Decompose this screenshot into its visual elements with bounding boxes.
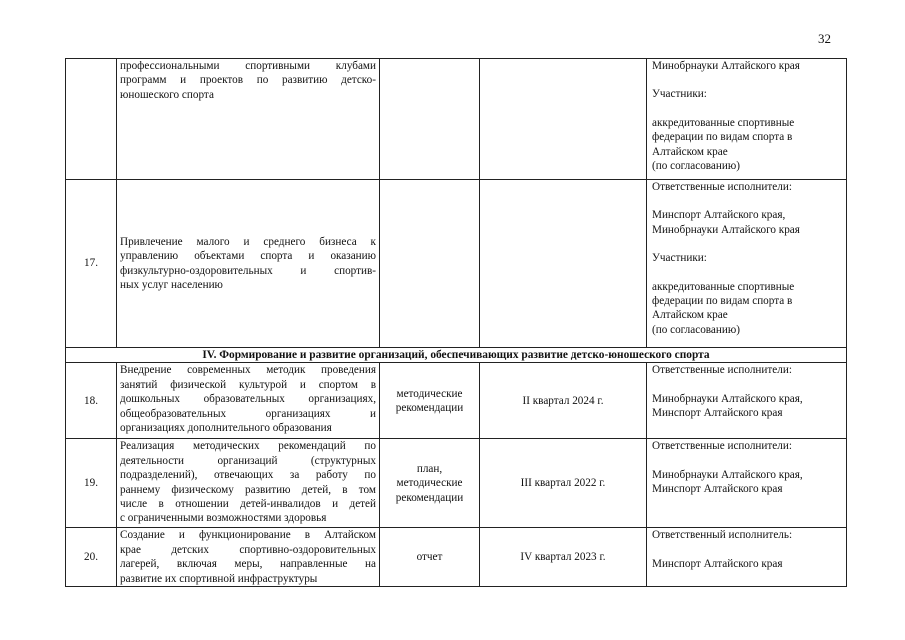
responsible-line	[652, 378, 843, 392]
measure-text-line: развитие их спортивной инфраструктуры	[120, 572, 318, 585]
document-type	[380, 180, 480, 348]
responsible-line	[652, 102, 843, 116]
deadline: II квартал 2024 г.	[480, 363, 647, 439]
measure-text-line: числе в отношении детей-инвалидов и детей	[120, 498, 376, 511]
row-number	[66, 59, 117, 180]
responsible-executors	[647, 363, 847, 439]
measures-table	[65, 58, 847, 587]
row-number: 18.	[66, 363, 117, 439]
responsible-line: Ответственные исполнители:	[652, 181, 792, 193]
measure-text-line: управлению объектами спорта и оказанию	[120, 250, 376, 263]
measure-text	[117, 528, 380, 587]
measure-text	[117, 363, 380, 439]
responsible-line: федерации по видам спорта в	[652, 131, 793, 144]
deadline: IV квартал 2023 г.	[480, 528, 647, 587]
measure-text	[117, 439, 380, 528]
measure-text	[117, 59, 380, 180]
document-type	[380, 528, 480, 587]
document-type-line: методические	[396, 477, 463, 490]
responsible-line: (по согласованию)	[652, 160, 740, 173]
page-number: 32	[818, 31, 831, 46]
responsible-line: Минспорт Алтайского края,	[652, 209, 786, 222]
row-number: 17.	[66, 180, 117, 348]
measure-text-line: Создание и функционирование в Алтайском	[120, 529, 376, 542]
table-row	[66, 528, 847, 587]
measure-text-line: подразделений), отвечающих за работу по	[120, 469, 376, 482]
responsible-line: федерации по видам спорта в	[652, 295, 793, 308]
responsible-line: Минобрнауки Алтайского края	[652, 223, 800, 236]
responsible-line: Минспорт Алтайского края	[652, 483, 783, 496]
responsible-line: Минобрнауки Алтайского края,	[652, 392, 803, 405]
measure-text-line: программ и проектов по развитию детско-	[120, 74, 376, 87]
deadline	[480, 180, 647, 348]
measure-text-line: Реализация методических рекомендаций по	[120, 440, 376, 453]
measure-text-line: занятий физической культурой и спортом в	[120, 378, 376, 391]
responsible-line: Алтайском крае	[652, 145, 728, 158]
responsible-line: Участники:	[652, 88, 707, 101]
document-type	[380, 363, 480, 439]
measure-text-line: организациях дополнительного образования	[120, 422, 332, 435]
measure-text	[117, 180, 380, 348]
responsible-line: Минобрнауки Алтайского края	[652, 60, 800, 72]
responsible-line: Минспорт Алтайского края	[652, 407, 783, 420]
deadline	[480, 59, 647, 180]
document-type-line: рекомендации	[395, 491, 464, 504]
responsible-line: (по согласованию)	[652, 323, 740, 336]
responsible-executors	[647, 180, 847, 348]
responsible-line: Участники:	[652, 252, 707, 265]
measure-text-line: юношеского спорта	[120, 88, 214, 101]
responsible-line	[652, 237, 843, 251]
measure-text-line: лагерей, включая меры, направленные на	[120, 558, 376, 571]
responsible-line	[652, 454, 843, 468]
responsible-line	[652, 543, 843, 557]
responsible-line: аккредитованные спортивные	[652, 280, 795, 293]
table-row	[66, 59, 847, 180]
measure-text-line: физкультурно-оздоровительных и спортив-	[120, 264, 376, 277]
responsible-executors	[647, 59, 847, 180]
section-row	[66, 348, 847, 363]
document-type	[380, 439, 480, 528]
responsible-line	[652, 194, 843, 208]
responsible-line: Ответственный исполнитель:	[652, 529, 793, 542]
row-number: 19.	[66, 439, 117, 528]
measure-text-line: Внедрение современных методик проведения	[120, 364, 376, 377]
responsible-line	[652, 266, 843, 280]
table-row	[66, 439, 847, 528]
measure-text-line: профессиональными спортивными клубами	[120, 60, 376, 72]
deadline: III квартал 2022 г.	[480, 439, 647, 528]
measure-text-line: раннему физическому развитию детей, в том	[120, 483, 376, 496]
responsible-line: Ответственные исполнители:	[652, 440, 792, 453]
responsible-line	[652, 73, 843, 87]
measure-text-line: общеобразовательных организациях и	[120, 407, 376, 420]
measure-text-line: крае детских спортивно-оздоровительных	[120, 543, 376, 556]
document-type-line: отчет	[416, 551, 443, 564]
table-row	[66, 180, 847, 348]
document-type-line: рекомендации	[395, 401, 464, 414]
table-row	[66, 363, 847, 439]
responsible-line: Ответственные исполнители:	[652, 364, 792, 377]
responsible-line: аккредитованные спортивные	[652, 116, 795, 129]
measure-text-line: Привлечение малого и среднего бизнеса к	[120, 235, 376, 248]
responsible-line: Алтайском крае	[652, 309, 728, 322]
measure-text-line: деятельности организаций (структурных	[120, 454, 376, 467]
responsible-line: Минспорт Алтайского края	[652, 557, 783, 570]
document-type-line: план,	[416, 462, 443, 475]
responsible-executors	[647, 528, 847, 587]
measure-text-line: с ограниченными возможностями здоровья	[120, 512, 327, 525]
responsible-line: Минобрнауки Алтайского края,	[652, 468, 803, 481]
measure-text-line: ных услуг населению	[120, 278, 223, 291]
document-type-line: методические	[396, 387, 463, 400]
responsible-executors	[647, 439, 847, 528]
row-number: 20.	[66, 528, 117, 587]
section-title: IV. Формирование и развитие организаций, обеспечивающих развитие детско-юношеского спорта	[66, 348, 847, 363]
measure-text-line: дошкольных образовательных организациях,	[120, 393, 376, 406]
document-type	[380, 59, 480, 180]
